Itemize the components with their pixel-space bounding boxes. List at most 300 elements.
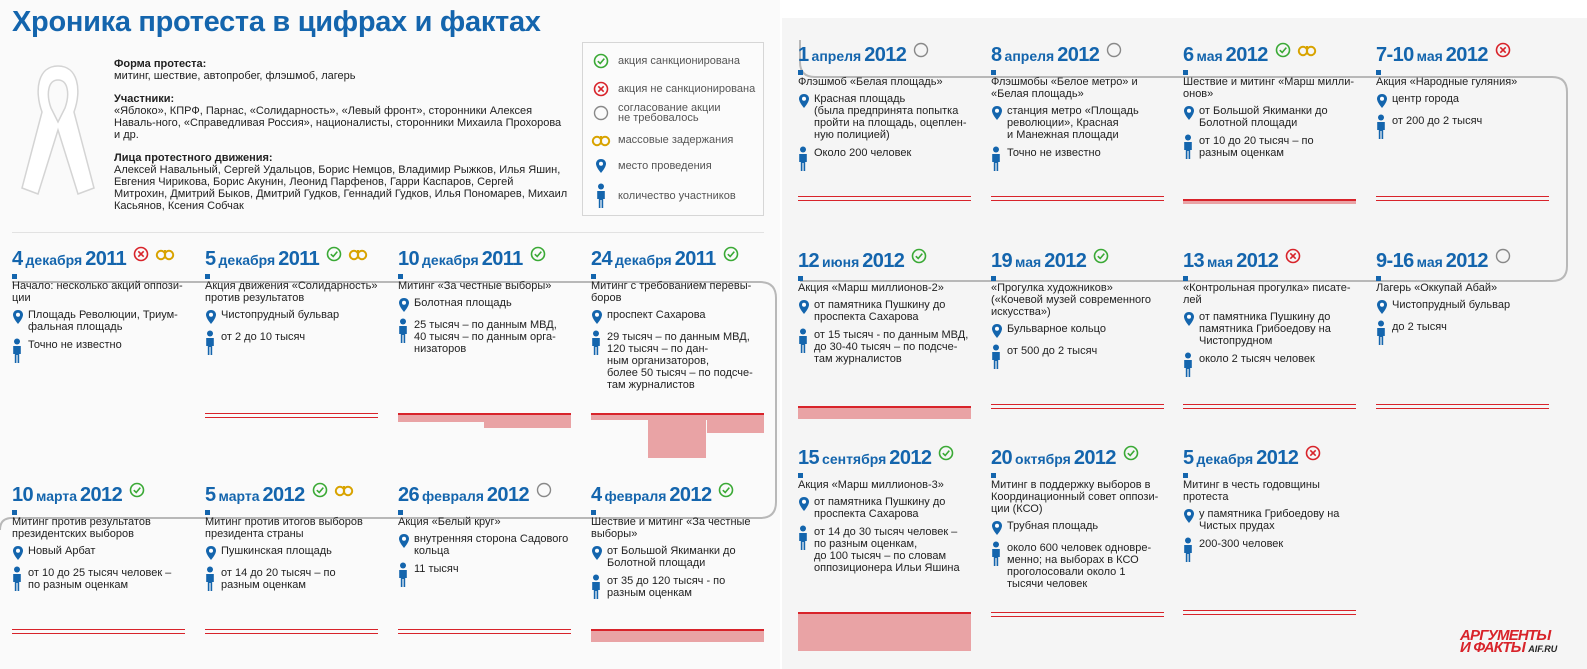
event-place-text: от памятника Пушкину до проспекта Сахарова	[814, 496, 946, 520]
event-place-text: Чистопрудный бульвар	[221, 309, 340, 321]
attendance-fill	[1183, 200, 1356, 204]
event-card	[1376, 44, 1551, 140]
timeline-marker	[991, 70, 996, 75]
timeline-marker	[398, 274, 403, 279]
handcuffs-icon	[1297, 43, 1317, 60]
map-pin-icon	[1183, 311, 1199, 327]
event-day: 12	[798, 250, 820, 272]
event-people	[12, 566, 187, 592]
event-name: Митинг против итогов выборов президента страны	[205, 516, 363, 540]
event-name: Митинг в поддержку выборов в Координационный совет оппози- ции (КСО)	[991, 479, 1159, 515]
movement-faces	[114, 152, 569, 212]
protest-forms-text: митинг, шествие, автопробег, флэшмоб, лагерь	[114, 70, 356, 82]
event-name: Лагерь «Оккупай Абай»	[1376, 282, 1498, 294]
map-pin-icon	[798, 93, 814, 109]
event-name: Шествие и митинг «За честные выборы»	[591, 516, 751, 540]
event-card	[591, 484, 766, 600]
event-name: Митинг с требованием перевы- боров	[591, 280, 752, 304]
event-day: 10	[12, 484, 34, 506]
map-pin-icon	[398, 297, 414, 313]
timeline-marker	[1183, 473, 1188, 478]
check-circle-icon	[591, 53, 611, 69]
event-card	[12, 248, 187, 364]
event-month: июня	[822, 254, 860, 270]
event-place	[798, 496, 973, 520]
map-pin-icon	[12, 545, 28, 561]
event-month: декабря	[422, 252, 479, 268]
event-people	[991, 146, 1166, 172]
person-icon	[1183, 134, 1199, 160]
event-month: апреля	[811, 48, 862, 64]
event-year: 2012	[864, 44, 907, 66]
event-date	[591, 484, 766, 512]
check-circle-icon	[1123, 445, 1139, 464]
map-pin-icon	[1376, 93, 1392, 109]
event-place	[991, 520, 1166, 536]
check-circle-icon	[1093, 248, 1109, 267]
timeline-marker	[1183, 70, 1188, 75]
cross-circle-icon	[591, 81, 611, 97]
event-people-text: от 10 до 25 тысяч человек – по разным оценкам	[28, 567, 172, 591]
protest-forms	[114, 58, 569, 82]
check-circle-icon	[129, 482, 145, 501]
event-year: 2012	[262, 484, 305, 506]
event-people	[398, 318, 573, 355]
event-card	[398, 484, 573, 588]
event-date	[1183, 250, 1358, 278]
legend-count	[591, 183, 736, 209]
attendance-bar	[991, 404, 1164, 409]
event-name: Шествие и митинг «Марш милли- онов»	[1183, 76, 1355, 100]
person-icon	[591, 183, 611, 209]
check-circle-icon	[312, 482, 328, 501]
map-pin-icon	[591, 158, 611, 174]
event-date	[991, 250, 1166, 278]
event-month: мая	[1416, 48, 1443, 64]
event-month: мая	[1015, 254, 1042, 270]
event-card	[798, 447, 973, 574]
logo-line1: АРГУМЕНТЫ	[1460, 627, 1551, 644]
event-year: 2012	[669, 484, 712, 506]
event-people	[12, 338, 187, 364]
event-card	[398, 248, 573, 355]
event-place-text: от памятника Пушкину до проспекта Сахарова	[814, 299, 946, 323]
event-people	[798, 525, 973, 574]
event-month: декабря	[1196, 451, 1254, 467]
event-people	[205, 566, 380, 592]
attendance-fill	[798, 407, 971, 419]
timeline-marker	[798, 276, 803, 281]
event-place-text: от памятника Пушкину до памятника Грибоедову на Чистопрудном	[1199, 311, 1331, 347]
event-date	[398, 484, 573, 512]
event-card	[991, 447, 1166, 590]
event-month: марта	[36, 488, 78, 504]
person-icon	[1183, 537, 1199, 563]
event-place	[205, 545, 380, 561]
event-place-text: Болотная площадь	[414, 297, 512, 309]
event-date	[1183, 44, 1358, 72]
white-ribbon-icon	[8, 60, 108, 200]
event-year: 2012	[1057, 44, 1100, 66]
timeline-marker	[1183, 276, 1188, 281]
event-day: 5	[205, 248, 216, 270]
event-month: мая	[1207, 254, 1234, 270]
event-people	[205, 330, 380, 356]
event-place-text: от Большой Якиманки до Болотной площади	[1199, 105, 1328, 129]
event-card	[591, 248, 766, 391]
event-people-text: Точно не известно	[28, 339, 122, 351]
person-icon	[798, 328, 814, 354]
event-year: 2011	[481, 248, 523, 270]
event-place	[1183, 311, 1358, 347]
event-month: апреля	[1004, 48, 1055, 64]
event-month: декабря	[25, 252, 83, 268]
attendance-fill	[484, 414, 571, 428]
person-icon	[591, 330, 607, 356]
event-month: декабря	[615, 252, 672, 268]
event-card	[991, 44, 1166, 172]
event-name: Акция «Марш миллионов-3»	[798, 479, 944, 491]
event-year: 2012	[889, 447, 932, 469]
logo-line2: И ФАКТЫ	[1460, 639, 1525, 656]
event-people-text: 11 тысяч	[414, 563, 459, 575]
legend-count-label: количество участников	[618, 190, 736, 202]
cross-circle-icon	[1285, 248, 1301, 267]
legend-arrests	[591, 133, 733, 147]
event-card	[798, 44, 973, 172]
cross-circle-icon	[1495, 42, 1511, 61]
event-name: Акция «Марш миллионов-2»	[798, 282, 944, 294]
legend-no-approval	[591, 103, 751, 123]
event-card	[205, 248, 380, 356]
event-people	[798, 146, 973, 172]
event-place	[398, 533, 573, 557]
event-card	[12, 484, 187, 592]
map-pin-icon	[1183, 508, 1199, 524]
attendance-bar	[991, 612, 1164, 617]
event-date	[205, 484, 380, 512]
event-day: 4	[12, 248, 23, 270]
aif-logo	[1460, 627, 1558, 656]
map-pin-icon	[591, 309, 607, 325]
check-circle-icon	[911, 248, 927, 267]
event-name: Акция движения «Солидарность» против результатов	[205, 280, 378, 304]
event-year: 2012	[862, 250, 905, 272]
event-place	[991, 105, 1166, 141]
event-place-text: Чистопрудный бульвар	[1392, 299, 1511, 311]
event-year: 2012	[1256, 447, 1299, 469]
event-date	[798, 250, 973, 278]
attendance-bar	[1183, 404, 1356, 409]
event-name: Митинг против результатов президентских выборов	[12, 516, 151, 540]
attendance-bar	[798, 196, 971, 201]
event-people-text: от 14 до 30 тысяч человек – по разным оценкам, до 100 тысяч – по словам оппозиционера Ильи Яшина	[814, 526, 960, 574]
event-card	[991, 250, 1166, 370]
check-circle-icon	[1275, 42, 1291, 61]
map-pin-icon	[798, 299, 814, 315]
event-card	[1183, 44, 1358, 160]
event-place	[1376, 93, 1551, 109]
event-day: 15	[798, 447, 820, 469]
event-month: февраля	[422, 488, 484, 504]
movement-faces-text: Алексей Навальный, Сергей Удальцов, Борис Немцов, Владимир Рыжков, Илья Яшин, Евгения Чирикова, Борис Акунин, Леонид Парфенов, Гарри Каспаров, Сергей Митрохин, Дмитрий Быков, Дмитрий Гудков, Геннадий Гудков, Илья Пономарев, Михаил Касьянов, Ксения Собчак	[114, 164, 568, 212]
event-day: 26	[398, 484, 420, 506]
event-date	[1376, 44, 1551, 72]
event-date	[12, 248, 187, 276]
attendance-fill	[591, 630, 764, 642]
event-date	[591, 248, 766, 276]
empty-circle-icon	[591, 105, 611, 121]
timeline-marker	[591, 274, 596, 279]
legend-not-sanctioned-label: акция не санкционирована	[618, 83, 756, 95]
event-date	[398, 248, 573, 276]
event-people-text: от 35 до 120 тысяч - по разным оценкам	[607, 575, 726, 599]
event-place	[12, 309, 187, 333]
event-people	[1376, 114, 1551, 140]
attendance-fill	[707, 414, 764, 433]
timeline-marker	[991, 473, 996, 478]
event-day: 6	[1183, 44, 1194, 66]
event-people-text: от 10 до 20 тысяч – по разным оценкам	[1199, 135, 1314, 159]
empty-circle-icon	[1495, 248, 1511, 267]
event-card	[798, 250, 973, 365]
handcuffs-icon	[348, 247, 368, 264]
handcuffs-icon	[591, 133, 611, 147]
person-icon	[991, 344, 1007, 370]
map-pin-icon	[798, 496, 814, 512]
event-people-text: Около 200 человек	[814, 147, 912, 159]
legend-not-sanctioned	[591, 81, 755, 97]
event-people	[1183, 134, 1358, 160]
event-place-text: центр города	[1392, 93, 1459, 105]
person-icon	[12, 566, 28, 592]
event-name: Начало: несколько акций оппози- ции	[12, 280, 183, 304]
person-icon	[1183, 352, 1199, 378]
event-name: Акция «Белый круг»	[398, 516, 501, 528]
attendance-bar	[1183, 610, 1356, 615]
handcuffs-icon	[334, 483, 354, 500]
event-people-text: от 500 до 2 тысяч	[1007, 345, 1098, 357]
event-people	[398, 562, 573, 588]
event-name: Акция «Народные гуляния»	[1376, 76, 1518, 88]
event-day: 24	[591, 248, 613, 270]
participants	[114, 93, 569, 141]
event-place-text: Новый Арбат	[28, 545, 96, 557]
event-place	[591, 309, 766, 325]
event-day: 1	[798, 44, 809, 66]
person-icon	[798, 146, 814, 172]
empty-circle-icon	[913, 42, 929, 61]
person-icon	[1376, 320, 1392, 346]
event-place	[398, 297, 573, 313]
event-day: 9-16	[1376, 250, 1414, 272]
event-date	[205, 248, 380, 276]
event-year: 2011	[278, 248, 320, 270]
map-pin-icon	[991, 105, 1007, 121]
event-people-text: до 2 тысяч	[1392, 321, 1447, 333]
event-name: Митинг «За честные выборы»	[398, 280, 552, 292]
map-pin-icon	[205, 309, 221, 325]
event-people-text: от 15 тысяч - по данным МВД, до 30-40 тысяч – по подсче- там журналистов	[814, 329, 969, 365]
handcuffs-icon	[155, 247, 175, 264]
event-place-text: у памятника Грибоедову на Чистых прудах	[1199, 508, 1340, 532]
event-year: 2011	[674, 248, 716, 270]
event-place	[1183, 105, 1358, 129]
person-icon	[591, 574, 607, 600]
event-place	[12, 545, 187, 561]
map-pin-icon	[591, 545, 607, 561]
page-title: Хроника протеста в цифрах и фактах	[12, 6, 541, 38]
movement-faces-heading: Лица протестного движения:	[114, 152, 273, 164]
attendance-bar	[1376, 404, 1549, 409]
event-place-text: Пушкинская площадь	[221, 545, 332, 557]
event-place	[205, 309, 380, 325]
event-people-text: 25 тысяч – по данным МВД, 40 тысяч – по данным орга- низаторов	[414, 319, 557, 355]
event-place-text: внутренняя сторона Садового кольца	[414, 533, 569, 557]
event-name: «Контрольная прогулка» писате- лей	[1183, 282, 1351, 306]
event-year: 2012	[1445, 44, 1488, 66]
check-circle-icon	[326, 246, 342, 265]
legend-arrests-label: массовые задержания	[618, 134, 734, 146]
map-pin-icon	[398, 533, 414, 549]
event-year: 2012	[486, 484, 529, 506]
event-people	[798, 328, 973, 365]
timeline-marker	[398, 510, 403, 515]
event-day: 5	[1183, 447, 1194, 469]
protest-forms-heading: Форма протеста:	[114, 58, 207, 70]
map-pin-icon	[991, 323, 1007, 339]
person-icon	[798, 525, 814, 551]
event-place-text: Красная площадь (была предпринята попытка пройти на площадь, оцеплен- ную полицией)	[814, 93, 967, 141]
legend-sanctioned	[591, 53, 740, 69]
timeline-marker	[1376, 70, 1381, 75]
event-people	[991, 344, 1166, 370]
event-people	[1376, 320, 1551, 346]
event-day: 4	[591, 484, 602, 506]
cross-circle-icon	[1305, 445, 1321, 464]
timeline-marker	[798, 473, 803, 478]
info-block	[114, 58, 569, 223]
event-month: марта	[218, 488, 260, 504]
map-pin-icon	[991, 520, 1007, 536]
person-icon	[398, 318, 414, 344]
legend-place	[591, 158, 712, 174]
timeline-marker	[591, 510, 596, 515]
person-icon	[398, 562, 414, 588]
event-date	[991, 447, 1166, 475]
event-people	[591, 574, 766, 600]
event-people-text: 29 тысяч – по данным МВД, 120 тысяч – по дан- ным организаторов, более 50 тысяч – по подсче- там журналистов	[607, 331, 753, 391]
event-month: мая	[1196, 48, 1223, 64]
event-date	[991, 44, 1166, 72]
event-day: 20	[991, 447, 1013, 469]
timeline-marker	[205, 274, 210, 279]
participants-text: «Яблоко», КПРФ, Парнас, «Солидарность», «Левый фронт», сторонники Алексея Наваль-ного, «Справедливая Россия», националисты, сторонники Михаила Прохорова и др.	[114, 105, 562, 141]
event-day: 7-10	[1376, 44, 1414, 66]
event-card	[1183, 447, 1358, 563]
attendance-bar	[398, 629, 571, 634]
event-year: 2011	[85, 248, 127, 270]
event-place	[591, 545, 766, 569]
person-icon	[991, 146, 1007, 172]
map-pin-icon	[12, 309, 28, 325]
event-date	[1376, 250, 1551, 278]
event-day: 5	[205, 484, 216, 506]
event-people-text: от 14 до 20 тысяч – по разным оценкам	[221, 567, 336, 591]
event-place	[1376, 299, 1551, 315]
event-people	[1183, 352, 1358, 378]
event-month: февраля	[604, 488, 667, 504]
map-pin-icon	[1183, 105, 1199, 121]
check-circle-icon	[718, 482, 734, 501]
event-place-text: от Большой Якиманки до Болотной площади	[607, 545, 736, 569]
event-place-text: станция метро «Площадь революции», Красная и Манежная площади	[1007, 105, 1139, 141]
event-place-text: Бульварное кольцо	[1007, 323, 1106, 335]
event-card	[1183, 250, 1358, 378]
timeline-marker	[991, 276, 996, 281]
event-year: 2012	[1236, 250, 1279, 272]
attendance-bar	[991, 196, 1164, 201]
event-name: Митинг в честь годовщины протеста	[1183, 479, 1320, 503]
event-month: сентября	[822, 451, 887, 467]
legend-no-approval-label: согласование акции не требовалось	[618, 102, 721, 124]
event-year: 2012	[1225, 44, 1268, 66]
event-month: октября	[1015, 451, 1071, 467]
event-people	[1183, 537, 1358, 563]
person-icon	[205, 330, 221, 356]
event-people	[991, 541, 1166, 590]
map-pin-icon	[1376, 299, 1392, 315]
attendance-bar	[205, 413, 378, 418]
event-people	[591, 330, 766, 391]
person-icon	[1376, 114, 1392, 140]
check-circle-icon	[723, 246, 739, 265]
legend-place-label: место проведения	[618, 160, 712, 172]
event-year: 2012	[1044, 250, 1087, 272]
event-day: 8	[991, 44, 1002, 66]
check-circle-icon	[530, 246, 546, 265]
person-icon	[991, 541, 1007, 567]
legend-box	[582, 42, 764, 216]
timeline-marker	[12, 274, 17, 279]
attendance-bar	[12, 629, 185, 634]
event-place	[1183, 508, 1358, 532]
event-people-text: около 2 тысяч человек	[1199, 353, 1315, 365]
event-year: 2012	[80, 484, 123, 506]
event-place-text: Площадь Революции, Триум- фальная площадь	[28, 309, 178, 333]
event-people-text: от 2 до 10 тысяч	[221, 331, 306, 343]
event-place	[991, 323, 1166, 339]
timeline-marker	[12, 510, 17, 515]
event-people-text: около 600 человек одновре- менно; на выборах в КСО проголосовали около 1 тысячи человек	[1007, 542, 1152, 590]
timeline-marker	[205, 510, 210, 515]
event-day: 10	[398, 248, 420, 270]
cross-circle-icon	[133, 246, 149, 265]
attendance-fill	[798, 613, 971, 651]
check-circle-icon	[938, 445, 954, 464]
event-date	[798, 44, 973, 72]
event-place	[798, 93, 973, 141]
attendance-bar	[205, 629, 378, 634]
event-place-text: Трубная площадь	[1007, 520, 1099, 532]
event-card	[1376, 250, 1551, 346]
event-place-text: проспект Сахарова	[607, 309, 706, 321]
attendance-fill	[648, 414, 706, 458]
person-icon	[12, 338, 28, 364]
event-day: 13	[1183, 250, 1205, 272]
attendance-bar	[1376, 196, 1549, 201]
event-people-text: Точно не известно	[1007, 147, 1101, 159]
